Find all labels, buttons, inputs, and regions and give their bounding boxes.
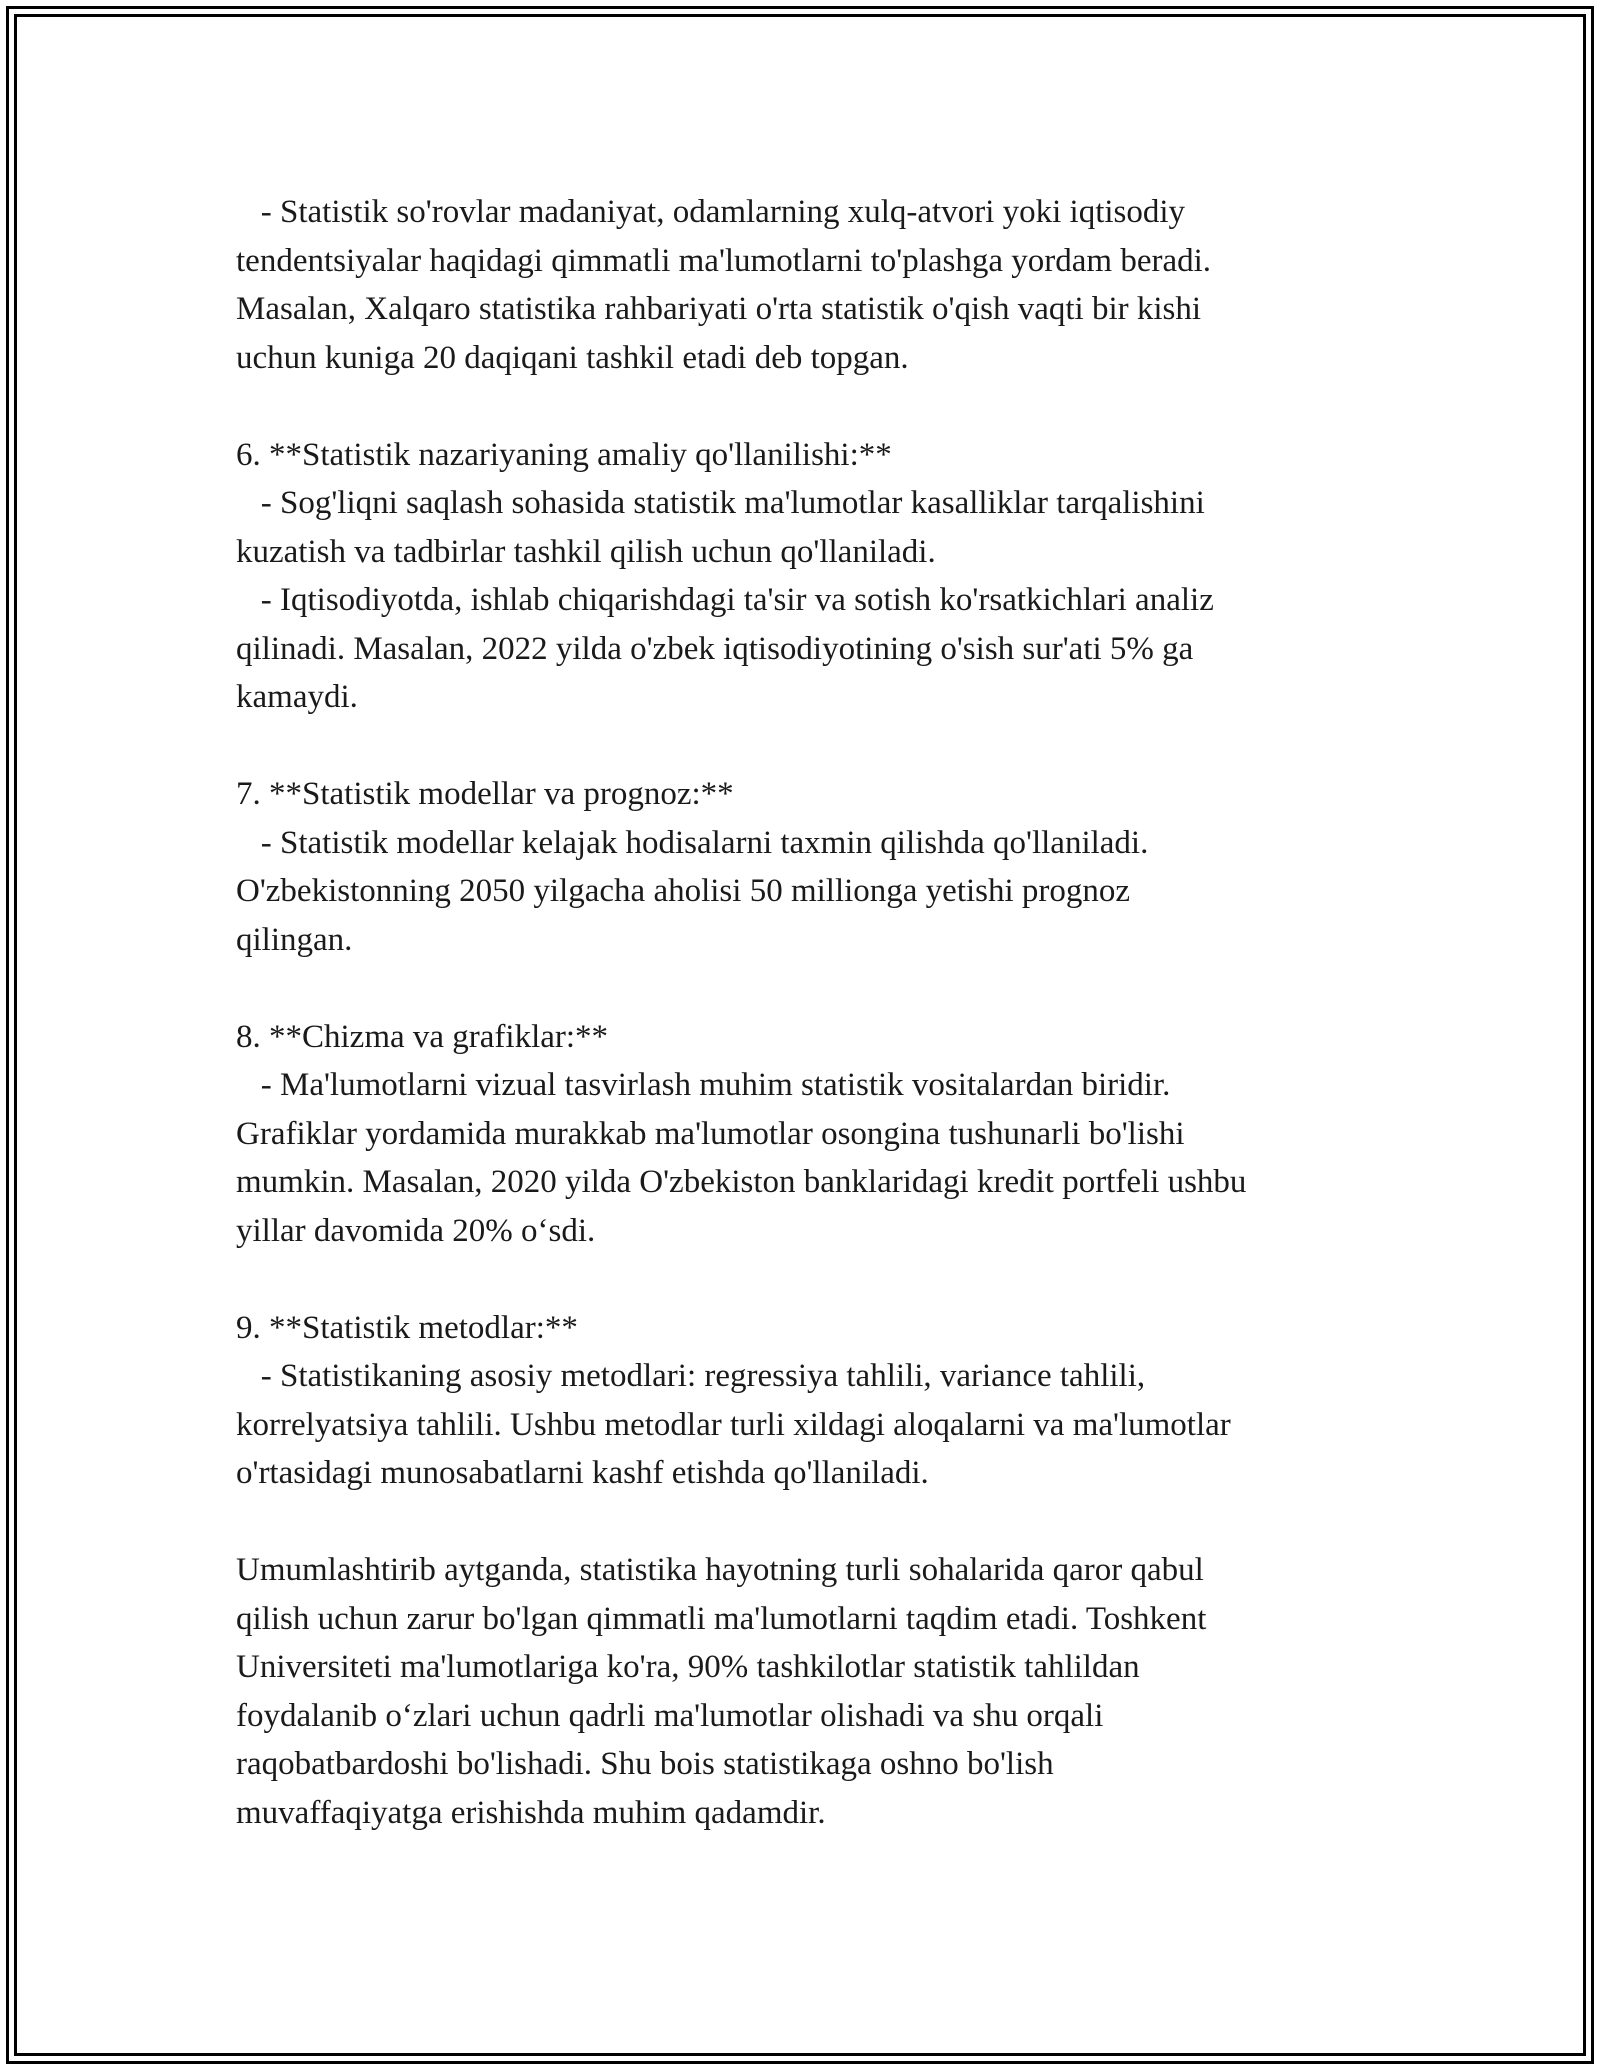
text-line: uchun kuniga 20 daqiqani tashkil etadi deb topgan. <box>236 339 909 376</box>
text-line: mumkin. Masalan, 2020 yilda O'zbekiston banklaridagi kredit portfeli ushbu <box>236 1164 1247 1200</box>
text-line: yillar davomida 20% o‘sdi. <box>236 1212 596 1249</box>
text-line: qilinadi. Masalan, 2022 yilda o'zbek iqtisodiyotining o'sish sur'ati 5% ga <box>236 630 1194 667</box>
section-9 <box>236 1304 1416 1498</box>
text-line: - Statistikaning asosiy metodlari: regressiya tahlili, variance tahlili, <box>236 1358 1146 1394</box>
text-line: qilish uchun zarur bo'lgan qimmatli ma'lumotlarni taqdim etadi. Toshkent <box>236 1600 1207 1637</box>
section-heading: 9. **Statistik metodlar:** <box>236 1309 578 1346</box>
text-line: - Ma'lumotlarni vizual tasvirlash muhim statistik vositalardan biridir. <box>236 1067 1171 1103</box>
text-line: O'zbekistonning 2050 yilgacha aholisi 50 millionga yetishi prognoz <box>236 873 1131 909</box>
section-heading: 6. **Statistik nazariyaning amaliy qo'llanilishi:** <box>236 436 892 473</box>
section-6 <box>236 431 1416 722</box>
text-line: Masalan, Xalqaro statistika rahbariyati o'rta statistik o'qish vaqti bir kishi <box>236 291 1202 327</box>
text-line: Universiteti ma'lumotlariga ko'ra, 90% tashkilotlar statistik tahlildan <box>236 1649 1140 1685</box>
section-8 <box>236 1013 1416 1256</box>
text-line: - Sog'liqni saqlash sohasida statistik ma'lumotlar kasalliklar tarqalishini <box>236 485 1205 521</box>
text-line: qilingan. <box>236 921 353 958</box>
paragraph-survey-note <box>236 188 1416 382</box>
text-line: Umumlashtirib aytganda, statistika hayotning turli sohalarida qaror qabul <box>236 1552 1204 1588</box>
text-line: - Statistik so'rovlar madaniyat, odamlarning xulq-atvori yoki iqtisodiy <box>236 194 1186 230</box>
section-heading: 7. **Statistik modellar va prognoz:** <box>236 776 734 812</box>
text-line: muvaffaqiyatga erishishda muhim qadamdir. <box>236 1794 826 1831</box>
conclusion-paragraph <box>236 1546 1416 1837</box>
text-line: kuzatish va tadbirlar tashkil qilish uchun qo'llaniladi. <box>236 533 936 570</box>
text-line: kamaydi. <box>236 679 358 715</box>
text-line: korrelyatsiya tahlili. Ushbu metodlar turli xildagi aloqalarni va ma'lumotlar <box>236 1406 1231 1443</box>
section-heading: 8. **Chizma va grafiklar:** <box>236 1018 609 1055</box>
document-body <box>236 188 1416 1886</box>
section-7 <box>236 770 1416 964</box>
text-line: - Iqtisodiyotda, ishlab chiqarishdagi ta'sir va sotish ko'rsatkichlari analiz <box>236 582 1214 618</box>
text-line: raqobatbardoshi bo'lishadi. Shu bois statistikaga oshno bo'lish <box>236 1746 1054 1782</box>
text-line: foydalanib o‘zlari uchun qadrli ma'lumotlar olishadi va shu orqali <box>236 1697 1104 1734</box>
text-line: o'rtasidagi munosabatlarni kashf etishda qo'llaniladi. <box>236 1455 929 1491</box>
text-line: Grafiklar yordamida murakkab ma'lumotlar osongina tushunarli bo'lishi <box>236 1115 1185 1152</box>
text-line: - Statistik modellar kelajak hodisalarni taxmin qilishda qo'llaniladi. <box>236 824 1149 861</box>
text-line: tendentsiyalar haqidagi qimmatli ma'lumotlarni to'plashga yordam beradi. <box>236 242 1212 279</box>
